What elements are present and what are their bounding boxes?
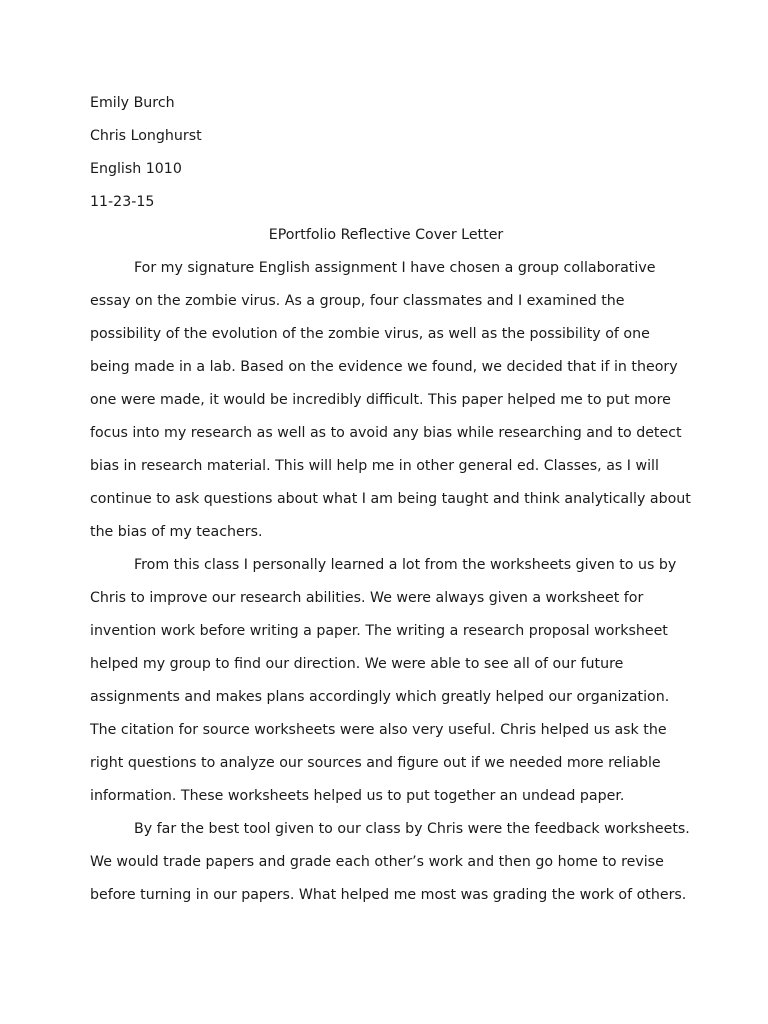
paragraph-line: being made in a lab. Based on the evidence we found, we decided that if in theory (90, 359, 678, 375)
paragraph-line: helped my group to find our direction. We were able to see all of our future (90, 656, 624, 672)
paragraph-line: continue to ask questions about what I am being taught and think analytically about (90, 491, 691, 507)
paragraph-line: before turning in our papers. What helped me most was grading the work of others. (90, 887, 687, 903)
paragraph-line: bias in research material. This will help me in other general ed. Classes, as I will (90, 458, 659, 474)
paragraph-line: For my signature English assignment I have chosen a group collaborative (134, 260, 656, 276)
paragraph-line: essay on the zombie virus. As a group, four classmates and I examined the (90, 293, 625, 309)
paragraph-line: focus into my research as well as to avoid any bias while researching and to detect (90, 425, 682, 441)
document-body (90, 87, 690, 912)
paragraph-line: right questions to analyze our sources and figure out if we needed more reliable (90, 755, 661, 771)
document-date: 11-23-15 (90, 194, 155, 210)
paragraph-line: the bias of my teachers. (90, 524, 263, 540)
paragraph-line: assignments and makes plans accordingly which greatly helped our organization. (90, 689, 670, 705)
course-name: English 1010 (90, 161, 182, 177)
paragraph-line: information. These worksheets helped us to put together an undead paper. (90, 788, 625, 804)
paragraph-line: possibility of the evolution of the zombie virus, as well as the possibility of one (90, 326, 650, 342)
paragraph-line: The citation for source worksheets were also very useful. Chris helped us ask the (90, 722, 667, 738)
paragraph-line: one were made, it would be incredibly difficult. This paper helped me to put more (90, 392, 671, 408)
paragraph-line: By far the best tool given to our class by Chris were the feedback worksheets. (134, 821, 690, 837)
instructor-name: Chris Longhurst (90, 128, 202, 144)
paragraph-line: invention work before writing a paper. The writing a research proposal worksheet (90, 623, 668, 639)
document-title: EPortfolio Reflective Cover Letter (268, 227, 504, 243)
student-name: Emily Burch (90, 95, 175, 111)
paragraph-1 (90, 252, 690, 549)
paragraph-line: Chris to improve our research abilities. We were always given a worksheet for (90, 590, 644, 606)
paragraph-2 (90, 549, 690, 813)
paragraph-line: We would trade papers and grade each other’s work and then go home to revise (90, 854, 664, 870)
paragraph-3 (90, 813, 690, 912)
paragraph-line: From this class I personally learned a lot from the worksheets given to us by (134, 557, 677, 573)
